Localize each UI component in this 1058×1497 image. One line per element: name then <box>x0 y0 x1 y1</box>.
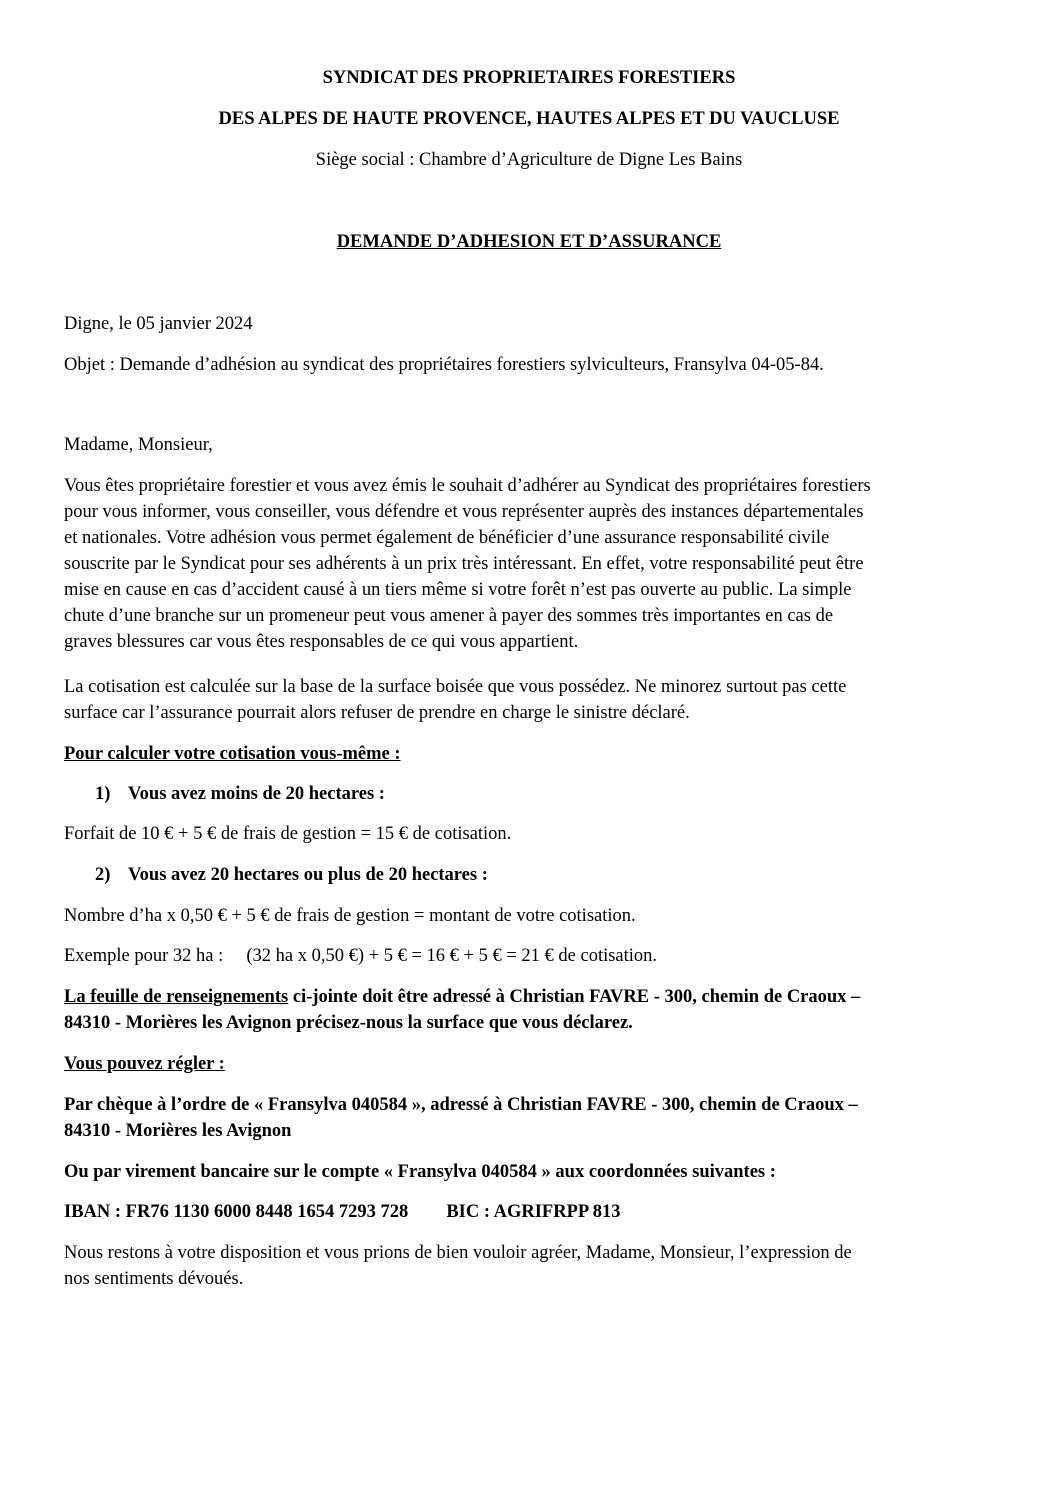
body-p1-line: pour vous informer, vous conseiller, vous défendre et vous représenter auprès des instances départementales <box>64 502 864 522</box>
header-line-3: Siège social : Chambre d’Agriculture de Digne Les Bains <box>315 150 743 170</box>
body-p1-line: et nationales. Votre adhésion vous permet également de bénéficier d’une assurance responsabilité civile <box>64 528 830 548</box>
case-1-label: Vous avez moins de 20 hectares : <box>128 784 385 804</box>
body-p1-line: mise en cause en cas d’accident causé à un tiers même si votre forêt n’est pas ouverte au public. La simple <box>64 580 852 600</box>
object-line: Objet : Demande d’adhésion au syndicat des propriétaires forestiers sylviculteurs, Fransylva 04-05-84. <box>64 355 824 375</box>
closing-paragraph <box>64 1240 998 1292</box>
case-2-text: Nombre d’ha x 0,50 € + 5 € de frais de gestion = montant de votre cotisation. <box>64 906 636 926</box>
body-p1-line: graves blessures car vous êtes responsables de ce qui vous appartient. <box>64 632 579 652</box>
calc-case-2 <box>95 862 488 888</box>
closing-line: Nous restons à votre disposition et vous prions de bien vouloir agréer, Madame, Monsieur, l’expression de <box>64 1243 852 1263</box>
feuille-line-1 <box>64 984 1000 1010</box>
feuille-line-2: 84310 - Morières les Avignon précisez-nous la surface que vous déclarez. <box>64 1013 633 1033</box>
header-line-2: DES ALPES DE HAUTE PROVENCE, HAUTES ALPES ET DU VAUCLUSE <box>218 109 840 129</box>
feuille-link: La feuille de renseignements <box>64 987 289 1007</box>
case-1-number: 1) <box>95 784 111 804</box>
case-1-text: Forfait de 10 € + 5 € de frais de gestion = 15 € de cotisation. <box>64 824 512 844</box>
calc-example: Exemple pour 32 ha : (32 ha x 0,50 €) + 5 € = 16 € + 5 € = 21 € de cotisation. <box>64 946 658 966</box>
body-p2-line: La cotisation est calculée sur la base de la surface boisée que vous possédez. Ne minorez surtout pas cette <box>64 677 847 697</box>
payment-heading: Vous pouvez régler : <box>64 1054 225 1074</box>
calc-heading: Pour calculer votre cotisation vous-même : <box>64 744 401 764</box>
payment-virement: Ou par virement bancaire sur le compte « Fransylva 040584 » aux coordonnées suivantes : <box>64 1162 776 1182</box>
calc-case-1 <box>95 781 385 807</box>
header-line-1: SYNDICAT DES PROPRIETAIRES FORESTIERS <box>322 68 736 88</box>
iban: IBAN : FR76 1130 6000 8448 1654 7293 728 <box>64 1202 409 1222</box>
bic: BIC : AGRIFRPP 813 <box>446 1202 621 1222</box>
body-p1-line: chute d’une branche sur un promeneur peut vous amener à payer des sommes très importantes en cas de <box>64 606 834 626</box>
body-p2-line: surface car l’assurance pourrait alors refuser de prendre en charge le sinistre déclaré. <box>64 703 690 723</box>
cheque-line-1: Par chèque à l’ordre de « Fransylva 040584 », adressé à Christian FAVRE - 300, chemin de Craoux – <box>64 1095 858 1115</box>
cheque-line-2: 84310 - Morières les Avignon <box>64 1121 292 1141</box>
body-paragraph-1 <box>64 473 998 655</box>
closing-line: nos sentiments dévoués. <box>64 1269 244 1289</box>
feuille-paragraph <box>64 984 1000 1036</box>
body-p1-line: souscrite par le Syndicat pour ses adhérents à un prix très intéressant. En effet, votre responsabilité peut être <box>64 554 864 574</box>
case-2-number: 2) <box>95 865 111 885</box>
case-2-label: Vous avez 20 hectares ou plus de 20 hectares : <box>128 865 488 885</box>
date-line: Digne, le 05 janvier 2024 <box>64 314 253 334</box>
document-title: DEMANDE D’ADHESION ET D’ASSURANCE <box>336 232 722 252</box>
body-p1-line: Vous êtes propriétaire forestier et vous avez émis le souhait d’adhérer au Syndicat des propriétaires forestiers <box>64 476 871 496</box>
payment-cheque <box>64 1092 1000 1144</box>
salutation: Madame, Monsieur, <box>64 435 213 455</box>
feuille-line-1-rest: ci-jointe doit être adressé à Christian FAVRE - 300, chemin de Craoux – <box>288 987 861 1007</box>
body-paragraph-2 <box>64 674 998 726</box>
bank-details <box>64 1199 1000 1225</box>
